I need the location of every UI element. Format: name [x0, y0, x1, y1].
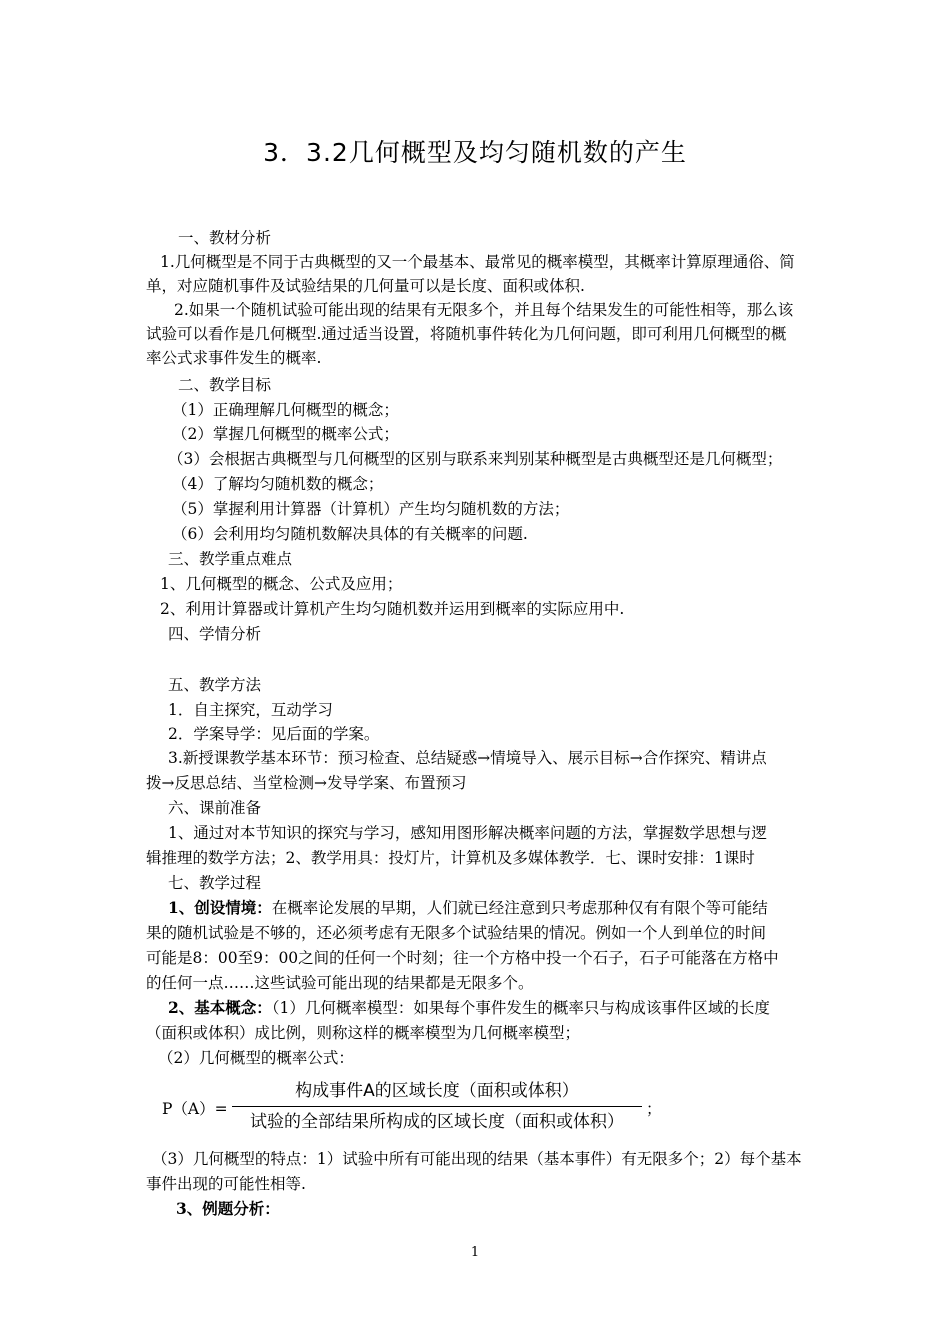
formula-numerator: 构成事件A的区域长度（面积或体积） [295, 1081, 579, 1101]
section-heading-1: 一、教材分析 [178, 229, 272, 247]
paragraph-line: 1.几何概型是不同于古典概型的又一个最基本、最常见的概率模型，其概率计算原理通俗、简 [160, 253, 795, 271]
section-heading-4: 四、学情分析 [168, 625, 262, 643]
paragraph-line: 3.新授课教学基本环节：预习检查、总结疑惑→情境导入、展示目标→合作探究、精讲点 [168, 749, 767, 767]
paragraph-line [168, 996, 770, 1020]
paragraph-text: 在概率论发展的早期，人们就已经注意到只考虑那种仅有有限个等可能结 [271, 899, 768, 917]
list-item: （5）掌握利用计算器（计算机）产生均匀随机数的方法； [172, 500, 570, 518]
list-item: （6）会利用均匀随机数解决具体的有关概率的问题. [172, 525, 528, 543]
paragraph-label: 2、基本概念： [168, 998, 272, 1017]
paragraph-line: 辑推理的数学方法；2、教学用具：投灯片，计算机及多媒体教学．七、课时安排：1课时 [146, 849, 755, 867]
fraction-bar [232, 1106, 642, 1107]
document-title: 3．3.2几何概型及均匀随机数的产生 [263, 138, 687, 167]
list-item: 1．自主探究，互动学习 [168, 701, 333, 719]
paragraph-line: 单，对应随机事件及试验结果的几何量可以是长度、面积或体积. [146, 277, 585, 295]
paragraph-line: （2）几何概型的概率公式： [158, 1049, 354, 1067]
paragraph-line: 2.如果一个随机试验可能出现的结果有无限多个，并且每个结果发生的可能性相等，那么该 [174, 301, 794, 319]
list-item: （1）正确理解几何概型的概念； [172, 401, 399, 419]
list-item: 2、利用计算器或计算机产生均匀随机数并运用到概率的实际应用中. [160, 600, 625, 618]
paragraph-label: 1、创设情境： [168, 898, 272, 917]
list-item: （4）了解均匀随机数的概念； [172, 475, 384, 493]
paragraph-line: 试验可以看作是几何概型.通过适当设置，将随机事件转化为几何问题，即可利用几何概型的概 [146, 325, 787, 343]
paragraph-line: 的任何一点……这些试验可能出现的结果都是无限多个。 [146, 974, 534, 992]
paragraph-text: （1）几何概率模型：如果每个事件发生的概率只与构成该事件区域的长度 [271, 999, 770, 1017]
section-heading-3: 三、教学重点难点 [168, 550, 293, 568]
list-item: （2）掌握几何概型的概率公式； [172, 425, 399, 443]
paragraph-line: 1、通过对本节知识的探究与学习，感知用图形解决概率问题的方法，掌握数学思想与逻 [168, 824, 767, 842]
paragraph-line [168, 896, 768, 920]
paragraph-line: 果的随机试验是不够的，还必须考虑有无限多个试验结果的情况。例如一个人到单位的时间 [146, 924, 767, 942]
section-heading-2: 二、教学目标 [178, 376, 272, 394]
paragraph-line: 事件出现的可能性相等. [146, 1175, 306, 1193]
paragraph-line: 拨→反思总结、当堂检测→发导学案、布置预习 [146, 774, 467, 792]
paragraph-line: 可能是8：00至9：00之间的任何一个时刻；往一个方格中投一个石子，石子可能落在方格中 [146, 949, 779, 967]
list-item: （3）会根据古典概型与几何概型的区别与联系来判别某种概型是古典概型还是几何概型； [168, 450, 783, 468]
paragraph-line: 率公式求事件发生的概率. [146, 349, 322, 367]
paragraph-line: （面积或体积）成比例，则称这样的概率模型为几何概率模型； [146, 1024, 581, 1042]
page-number: 1 [470, 1245, 480, 1260]
probability-formula [232, 1078, 642, 1135]
formula-denominator: 试验的全部结果所构成的区域长度（面积或体积） [250, 1112, 624, 1132]
paragraph-label: 3、例题分析： [176, 1199, 280, 1218]
formula-lhs: P（A）= [162, 1100, 228, 1118]
list-item: 2．学案导学：见后面的学案。 [168, 725, 380, 743]
paragraph-line: （3）几何概型的特点：1）试验中所有可能出现的结果（基本事件）有无限多个；2）每个基本 [152, 1150, 802, 1168]
formula-tail: ； [646, 1100, 662, 1118]
list-item: 1、几何概型的概念、公式及应用； [160, 575, 403, 593]
section-heading-5: 五、教学方法 [168, 676, 262, 694]
section-heading-6: 六、课前准备 [168, 799, 262, 817]
section-heading-7: 七、教学过程 [168, 874, 262, 892]
